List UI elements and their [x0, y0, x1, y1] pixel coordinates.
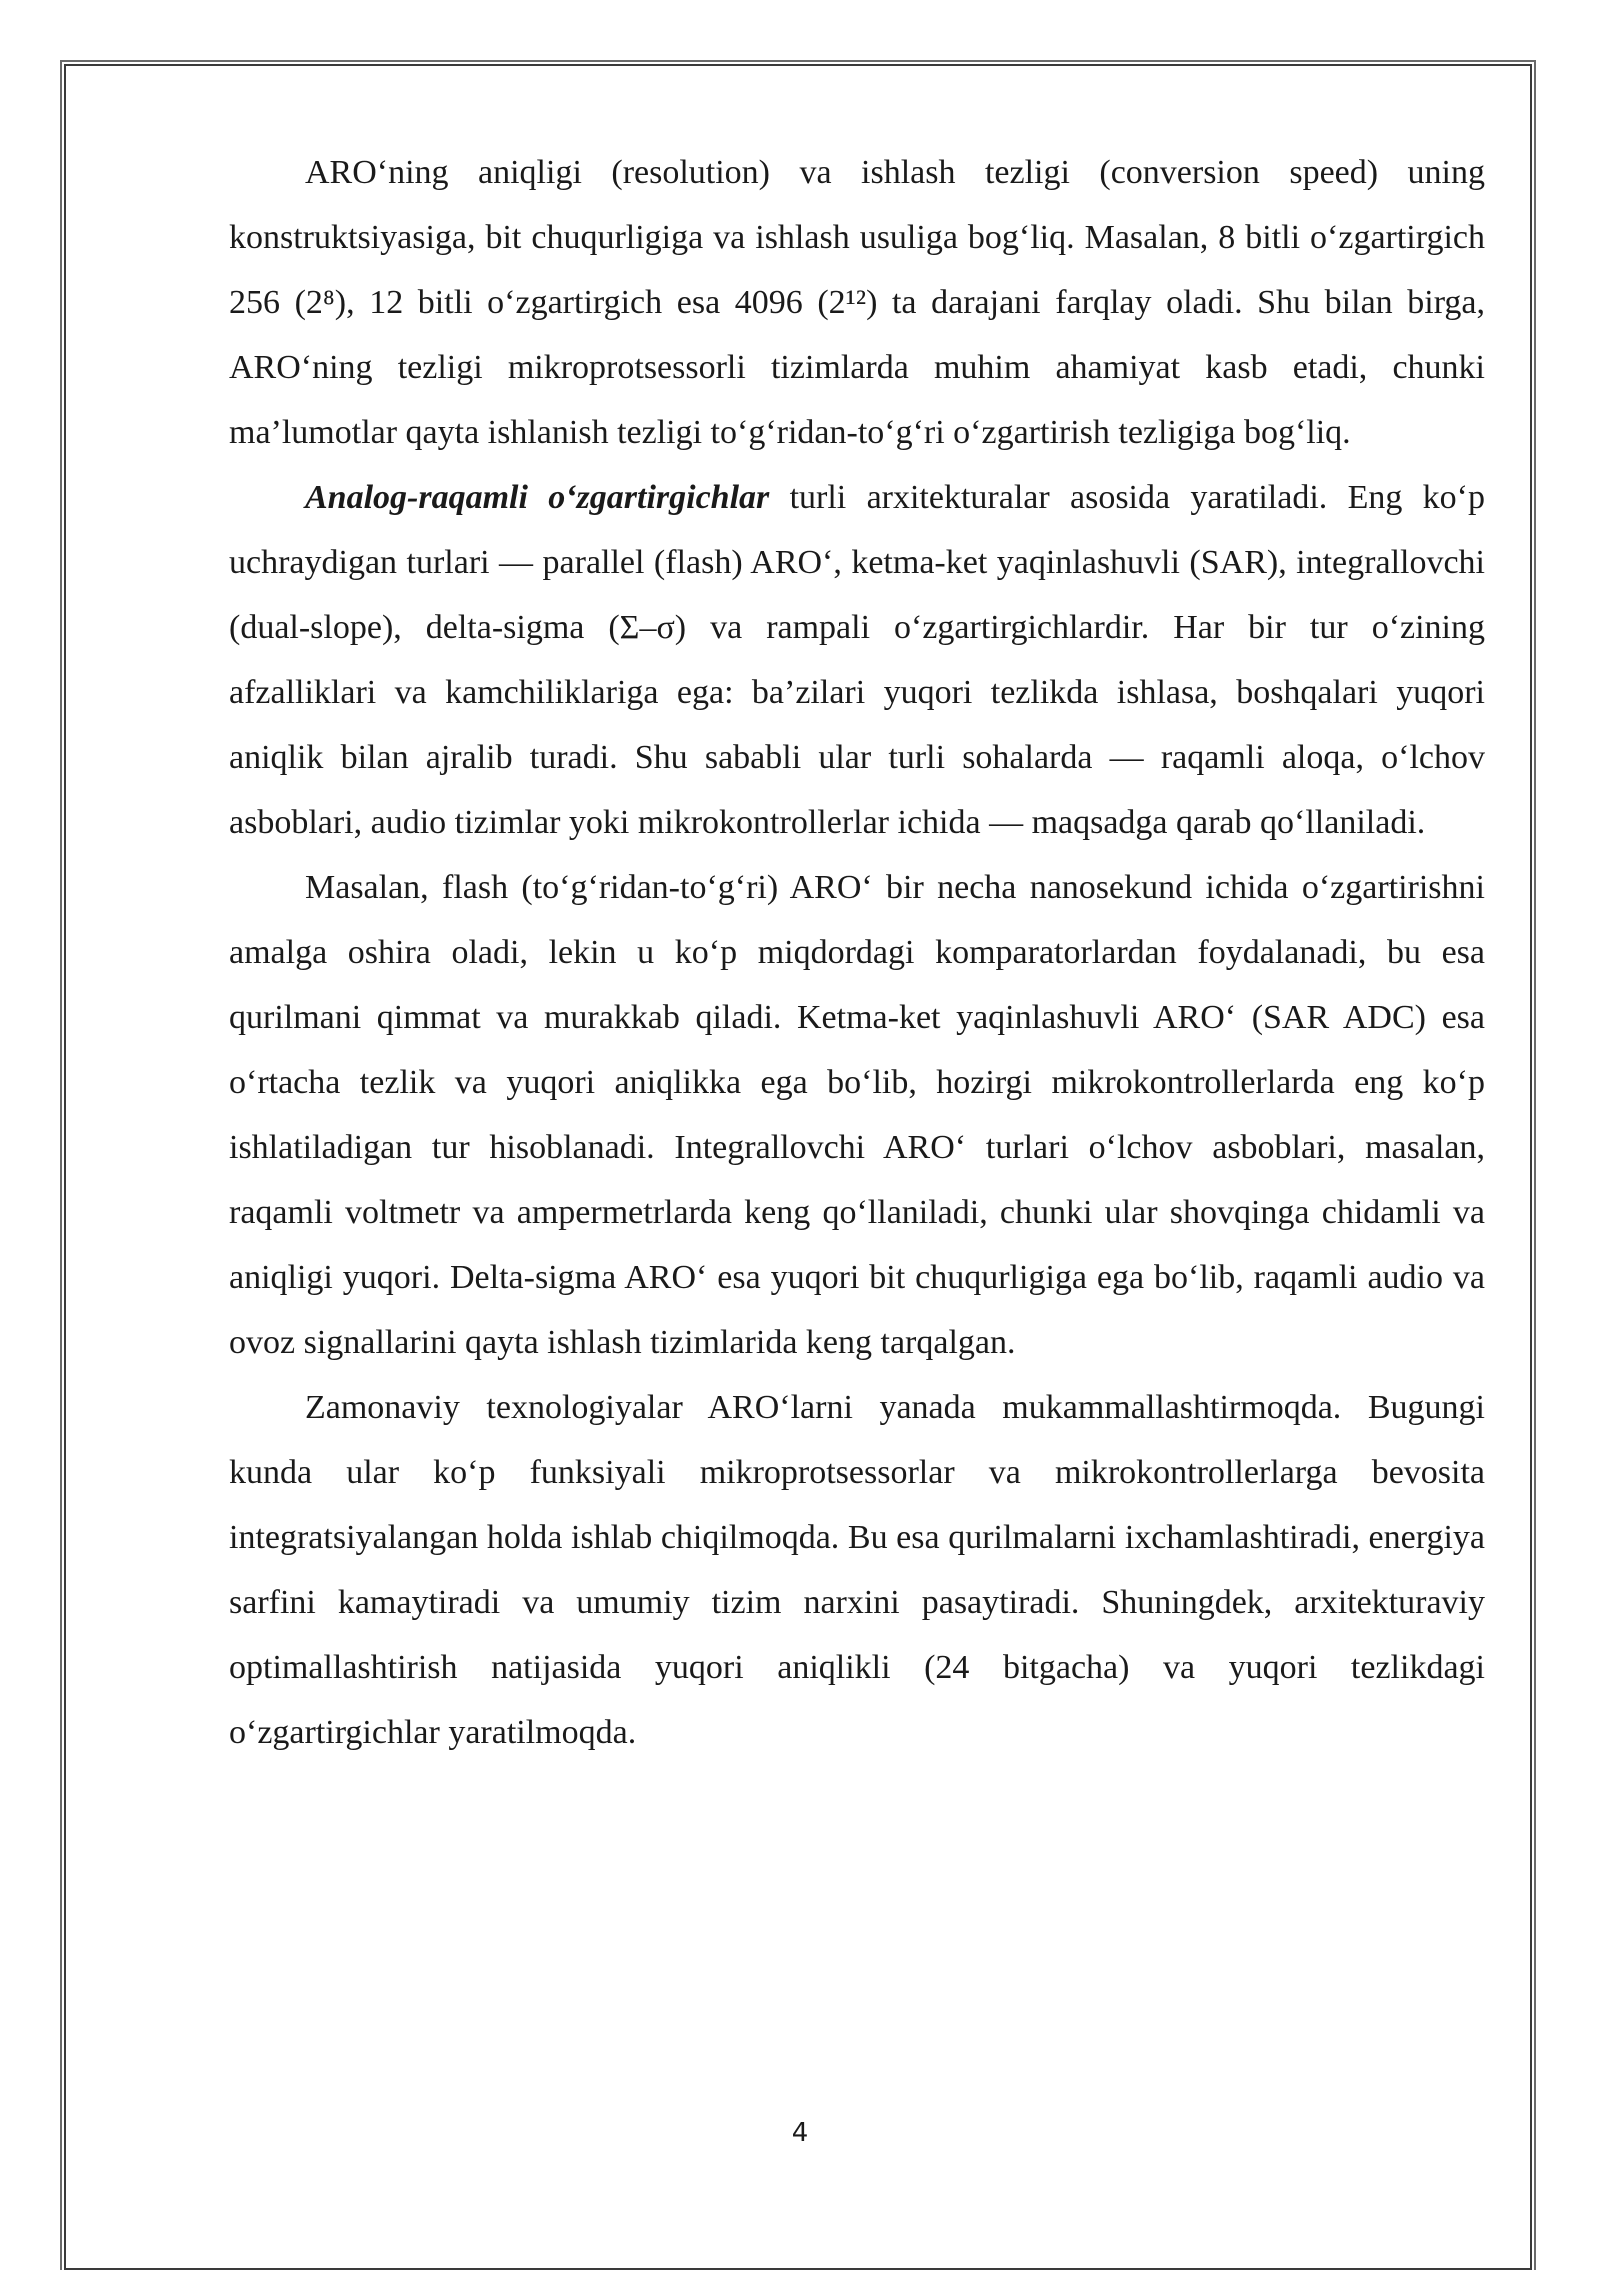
paragraph-4: Zamonaviy texnologiyalar ARO‘larni yanada mukammallashtirmoqda. Bugungi kunda ular ko‘p funksiyali mikroprotsessorlar va mikrokontrollerlarga bevosita integratsiyalangan holda ishlab chiqilmoqda. Bu esa qurilmalarni ixchamlashtiradi, energiya sarfini kamaytiradi va umumiy tizim narxini pasaytiradi. Shuningdek, arxitekturaviy optimallashtirish natijasida yuqori aniqlikli (24 bitgacha) va yuqori tezlikdagi o‘zgartirgichlar yaratilmoqda.	[229, 1389, 1485, 1751]
emphasized-term: Analog-raqamli o‘zgartirgichlar	[305, 479, 770, 516]
document-body	[229, 140, 1485, 1765]
paragraph-2	[229, 465, 1485, 855]
paragraph-1: ARO‘ning aniqligi (resolution) va ishlash tezligi (conversion speed) uning konstruktsiyasiga, bit chuqurligiga va ishlash usuliga bog‘liq. Masalan, 8 bitli o‘zgartirgich 256 (2⁸), 12 bitli o‘zgartirgich esa 4096 (2¹²) ta darajani farqlay oladi. Shu bilan birga, ARO‘ning tezligi mikroprotsessorli tizimlarda muhim ahamiyat kasb etadi, chunki ma’lumotlar qayta ishlanish tezligi to‘g‘ridan-to‘g‘ri o‘zgartirish tezligiga bog‘liq.	[229, 154, 1485, 451]
paragraph-3: Masalan, flash (to‘g‘ridan-to‘g‘ri) ARO‘ bir necha nanosekund ichida o‘zgartirishni amalga oshira oladi, lekin u ko‘p miqdordagi komparatorlardan foydalanadi, bu esa qurilmani qimmat va murakkab qiladi. Ketma-ket yaqinlashuvli ARO‘ (SAR ADC) esa o‘rtacha tezlik va yuqori aniqlikka ega bo‘lib, hozirgi mikrokontrollerlarda eng ko‘p ishlatiladigan tur hisoblanadi. Integrallovchi ARO‘ turlari o‘lchov asboblari, masalan, raqamli voltmetr va ampermetrlarda keng qo‘llaniladi, chunki ular shovqinga chidamli va aniqligi yuqori. Delta-sigma ARO‘ esa yuqori bit chuqurligiga ega bo‘lib, raqamli audio va ovoz signallarini qayta ishlash tizimlarida keng tarqalgan.	[229, 869, 1485, 1361]
page-number: 4	[791, 2118, 809, 2148]
paragraph-2-text: turli arxitekturalar asosida yaratiladi. Eng ko‘p uchraydigan turlari — parallel (flash) ARO‘, ketma-ket yaqinlashuvli (SAR), integrallovchi (dual-slope), delta-sigma (Σ–σ) va rampali o‘zgartirgichlardir. Har bir tur o‘zining afzalliklari va kamchiliklariga ega: ba’zilari yuqori tezlikda ishlasa, boshqalari yuqori aniqlik bilan ajralib turadi. Shu sababli ular turli sohalarda — raqamli aloqa, o‘lchov asboblari, audio tizimlar yoki mikrokontrollerlar ichida — maqsadga qarab qo‘llaniladi.	[229, 479, 1485, 841]
